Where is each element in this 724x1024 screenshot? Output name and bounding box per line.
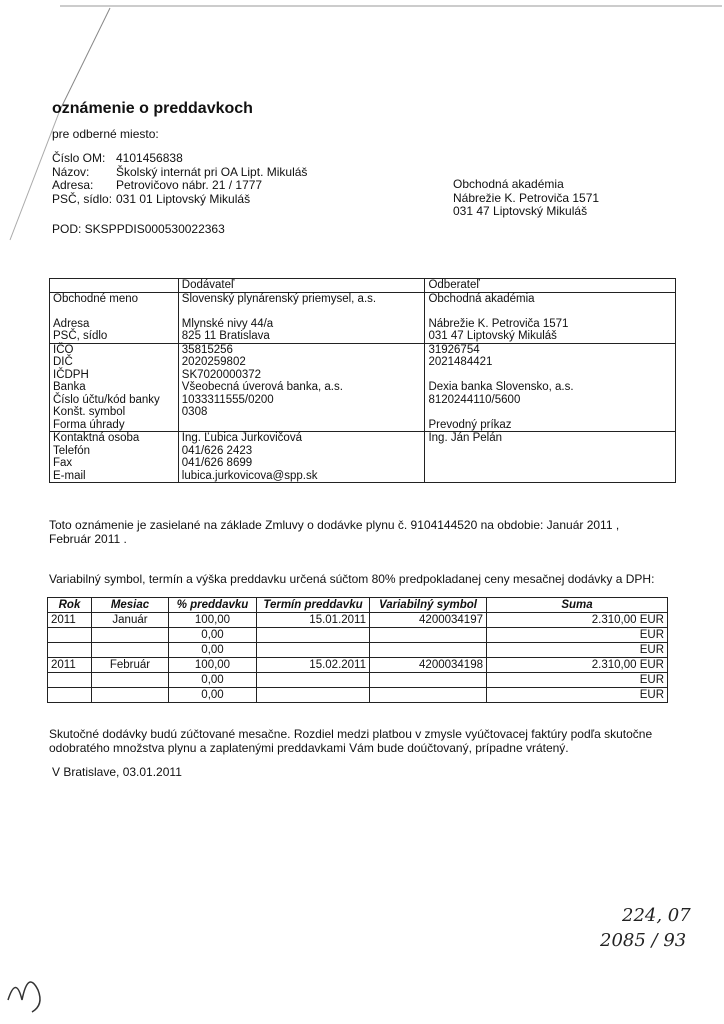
schedule-cell: [92, 628, 169, 643]
schedule-cell: EUR: [487, 628, 668, 643]
dodavatel-value: lubica.jurkovicova@spp.sk: [178, 470, 425, 483]
row-label: Kontaktná osoba: [50, 432, 179, 445]
parties-row: [50, 356, 676, 369]
col-odberatel: Odberateľ: [425, 279, 676, 293]
parties-row: [50, 292, 676, 305]
col-dodavatel: Dodávateľ: [178, 279, 425, 293]
dodavatel-value: SK7020000372: [178, 369, 425, 382]
header-row-adresa: Adresa: Petrovičovo nábr. 21 / 1777: [52, 178, 263, 192]
row-label: [50, 305, 179, 318]
dodavatel-value: 35815256: [178, 343, 425, 356]
parties-table: [49, 278, 676, 483]
schedule-cell: [92, 688, 169, 703]
row-label: Číslo účtu/kód banky: [50, 394, 179, 407]
variable-symbol-paragraph: Variabilný symbol, termín a výška preddavku určená súčtom 80% predpokladanej ceny mesačnej dodávky a DPH:: [49, 572, 655, 586]
schedule-cell: [370, 643, 487, 658]
schedule-col-header: Mesiac: [92, 598, 169, 613]
parties-row: [50, 432, 676, 445]
schedule-cell: [48, 688, 92, 703]
header-info: [52, 152, 307, 206]
schedule-cell: 0,00: [169, 673, 257, 688]
odberatel-value: Obchodná akadémia: [425, 292, 676, 305]
odberatel-value: Ing. Ján Pelán: [425, 432, 676, 445]
schedule-cell: 0,00: [169, 643, 257, 658]
schedule-col-header: Variabilný symbol: [370, 598, 487, 613]
schedule-cell: EUR: [487, 643, 668, 658]
odberatel-value: Prevodný príkaz: [425, 419, 676, 432]
schedule-row: [48, 628, 668, 643]
parties-row: [50, 305, 676, 318]
row-label: Banka: [50, 381, 179, 394]
schedule-header-row: [48, 598, 668, 613]
schedule-col-header: Suma: [487, 598, 668, 613]
handwritten-note-1: 224, 07: [622, 905, 691, 926]
dodavatel-value: 1033311555/0200: [178, 394, 425, 407]
row-label: Obchodné meno: [50, 292, 179, 305]
schedule-cell: 2011: [48, 658, 92, 673]
odberatel-value: [425, 445, 676, 458]
schedule-row: [48, 688, 668, 703]
handwritten-note-2: 2085 / 93: [600, 930, 687, 951]
header-row-psc: PSČ, sídlo: 031 01 Liptovský Mikuláš: [52, 191, 251, 206]
schedule-cell: [48, 673, 92, 688]
schedule-col-header: % preddavku: [169, 598, 257, 613]
odberatel-value: 31926754: [425, 343, 676, 356]
schedule-cell: 15.02.2011: [257, 658, 370, 673]
parties-row: [50, 457, 676, 470]
dodavatel-value: 041/626 8699: [178, 457, 425, 470]
schedule-cell: [92, 673, 169, 688]
odberatel-value: 2021484421: [425, 356, 676, 369]
parties-row: [50, 419, 676, 432]
schedule-cell: 2011: [48, 613, 92, 628]
row-label: IČO: [50, 343, 179, 356]
parties-header-empty: [50, 279, 179, 293]
dodavatel-value: 041/626 2423: [178, 445, 425, 458]
odberatel-value: Dexia banka Slovensko, a.s.: [425, 381, 676, 394]
parties-row: [50, 381, 676, 394]
dodavatel-value: Všeobecná úverová banka, a.s.: [178, 381, 425, 394]
header-row-om: Číslo OM: 4101456838: [52, 151, 183, 165]
schedule-cell: [370, 673, 487, 688]
row-label: E-mail: [50, 470, 179, 483]
schedule-cell: 4200034198: [370, 658, 487, 673]
schedule-cell: [257, 673, 370, 688]
schedule-cell: 2.310,00 EUR: [487, 658, 668, 673]
odberatel-value: 031 47 Liptovský Mikuláš: [425, 330, 676, 343]
odberatel-value: [425, 369, 676, 382]
schedule-row: [48, 643, 668, 658]
dodavatel-value: [178, 419, 425, 432]
pod-line: POD: SKSPPDIS000530022363: [52, 222, 225, 236]
parties-row: [50, 394, 676, 407]
schedule-cell: 100,00: [169, 613, 257, 628]
schedule-cell: [48, 643, 92, 658]
parties-row: [50, 343, 676, 356]
schedule-cell: [257, 643, 370, 658]
odberatel-value: 8120244110/5600: [425, 394, 676, 407]
schedule-cell: [48, 628, 92, 643]
parties-row: [50, 369, 676, 382]
initials-mark: [8, 982, 40, 1012]
schedule-cell: [370, 688, 487, 703]
schedule-cell: [92, 643, 169, 658]
odberatel-value: Nábrežie K. Petroviča 1571: [425, 318, 676, 331]
schedule-cell: [370, 628, 487, 643]
row-label: Fax: [50, 457, 179, 470]
dodavatel-value: [178, 305, 425, 318]
header-row-nazov: Názov: Školský internát pri OA Lipt. Mikuláš: [52, 164, 308, 179]
odberatel-value: [425, 470, 676, 483]
dodavatel-value: Ing. Ľubica Jurkovičová: [178, 432, 425, 445]
row-label: Forma úhrady: [50, 419, 179, 432]
parties-row: [50, 470, 676, 483]
row-label: DIČ: [50, 356, 179, 369]
subtitle: pre odberné miesto:: [52, 127, 159, 141]
parties-row: [50, 330, 676, 343]
recipient-address: Obchodná akadémia Nábrežie K. Petroviča 1571 031 47 Liptovský Mikuláš: [453, 177, 600, 218]
odberatel-value: [425, 406, 676, 419]
schedule-row: [48, 613, 668, 628]
parties-row: [50, 445, 676, 458]
schedule-cell: Február: [92, 658, 169, 673]
schedule-col-header: Rok: [48, 598, 92, 613]
schedule-cell: EUR: [487, 688, 668, 703]
dodavatel-value: 2020259802: [178, 356, 425, 369]
schedule-cell: 2.310,00 EUR: [487, 613, 668, 628]
row-label: Konšt. symbol: [50, 406, 179, 419]
parties-row: [50, 406, 676, 419]
schedule-col-header: Termín preddavku: [257, 598, 370, 613]
parties-header-row: [50, 279, 676, 293]
dodavatel-value: Mlynské nivy 44/a: [178, 318, 425, 331]
contract-paragraph: Toto oznámenie je zasielané na základe Zmluvy o dodávke plynu č. 9104144520 na obdobie: Január 2011 , Február 2011 .: [49, 518, 620, 546]
settlement-paragraph: Skutočné dodávky budú zúčtované mesačne. Rozdiel medzi platbou v zmysle vyúčtovacej faktúry podľa skutočne odobratého množstva plynu a zaplatenými preddavkami Vám bude doúčtovaný, prípadne vrátený.: [49, 727, 653, 755]
schedule-row: [48, 673, 668, 688]
row-label: IČDPH: [50, 369, 179, 382]
row-label: PSČ, sídlo: [50, 330, 179, 343]
schedule-cell: Január: [92, 613, 169, 628]
row-label: Adresa: [50, 318, 179, 331]
dodavatel-value: 825 11 Bratislava: [178, 330, 425, 343]
schedule-cell: 15.01.2011: [257, 613, 370, 628]
dodavatel-value: 0308: [178, 406, 425, 419]
schedule-cell: 100,00: [169, 658, 257, 673]
document-title: oznámenie o preddavkoch: [52, 100, 253, 117]
schedule-row: [48, 658, 668, 673]
place-date: V Bratislave, 03.01.2011: [52, 765, 182, 779]
schedule-cell: [257, 628, 370, 643]
schedule-cell: 4200034197: [370, 613, 487, 628]
schedule-table: [47, 597, 668, 703]
parties-row: [50, 318, 676, 331]
odberatel-value: [425, 305, 676, 318]
schedule-cell: 0,00: [169, 628, 257, 643]
schedule-cell: [257, 688, 370, 703]
schedule-cell: 0,00: [169, 688, 257, 703]
odberatel-value: [425, 457, 676, 470]
schedule-cell: EUR: [487, 673, 668, 688]
row-label: Telefón: [50, 445, 179, 458]
dodavatel-value: Slovenský plynárenský priemysel, a.s.: [178, 292, 425, 305]
